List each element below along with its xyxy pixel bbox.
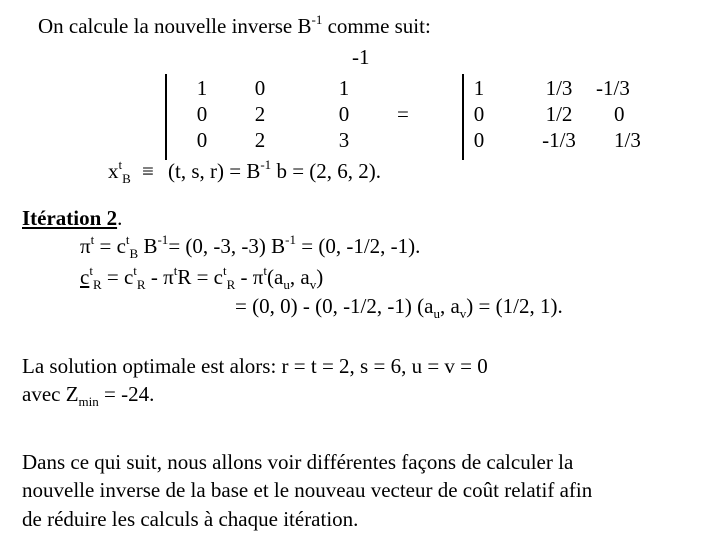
conclusion-line-3: de réduire les calculs à chaque itération.: [22, 507, 359, 531]
iteration-heading: Itération 2.: [22, 206, 123, 230]
solution-line: La solution optimale est alors: r = t = 2, s = 6, u = v = 0: [22, 354, 488, 378]
right-matrix-bracket: [462, 74, 464, 160]
conclusion-line-2: nouvelle inverse de la base et le nouveau vecteur de coût relatif afin: [22, 478, 593, 502]
pi-line: $\pi^t = c^t_B$ $B^{-1}= (0$, -3, -3) $B^{-1} = (0$, -1/2, -1).: [80, 232, 421, 261]
left-matrix-cell: 1: [338, 76, 350, 100]
conclusion-line-1: Dans ce qui suit, nous allons voir différentes façons de calculer la: [22, 450, 574, 474]
basic-solution-line: (t, s, $r) = B^{-1}$ b = (2, 6, 2).: [168, 157, 382, 183]
reduced-cost-result-line: = (0, 0) - (0, -1/2, -1) ($a_u$, $a_v) = (1/2$, 1).: [235, 294, 563, 321]
right-matrix-cell: 1/2: [545, 102, 573, 126]
zmin-line: avec $Z_{min} = -24$.: [22, 382, 155, 409]
right-matrix-cell: 0: [473, 128, 485, 152]
matrix-exponent: -1: [352, 45, 370, 69]
right-matrix-cell: -1/3: [596, 76, 630, 100]
right-matrix-cell: 0: [614, 102, 625, 126]
left-matrix-cell: 1: [196, 76, 208, 100]
left-matrix-cell: 0: [196, 128, 208, 152]
left-matrix-cell: 0: [254, 76, 266, 100]
xb-label: $x^t_B$: [108, 157, 131, 186]
right-matrix-cell: -1/3: [542, 128, 576, 152]
equivalence-symbol: ≡: [142, 159, 154, 183]
intro-line: [38, 12, 431, 38]
right-matrix-cell: 1/3: [545, 76, 573, 100]
right-matrix-cell: 1/3: [614, 128, 641, 152]
left-matrix-cell: 0: [196, 102, 208, 126]
right-matrix-cell: 1: [473, 76, 485, 100]
left-matrix-cell: 0: [338, 102, 350, 126]
right-matrix-cell: 0: [473, 102, 485, 126]
intro-superscript: -1: [311, 12, 323, 27]
left-matrix-cell: 3: [338, 128, 350, 152]
intro-text: On calcule la nouvelle inverse B: [38, 14, 312, 38]
reduced-cost-line: $c^t_R = c^t_R - \pi^tR = c^t_R - \pi^t(a_u$, $a_v$): [80, 263, 324, 292]
equals-sign: =: [397, 102, 409, 126]
left-matrix-bracket: [165, 74, 167, 160]
left-matrix-cell: 2: [254, 102, 266, 126]
intro-rest: comme suit:: [322, 14, 431, 38]
left-matrix-cell: 2: [254, 128, 266, 152]
